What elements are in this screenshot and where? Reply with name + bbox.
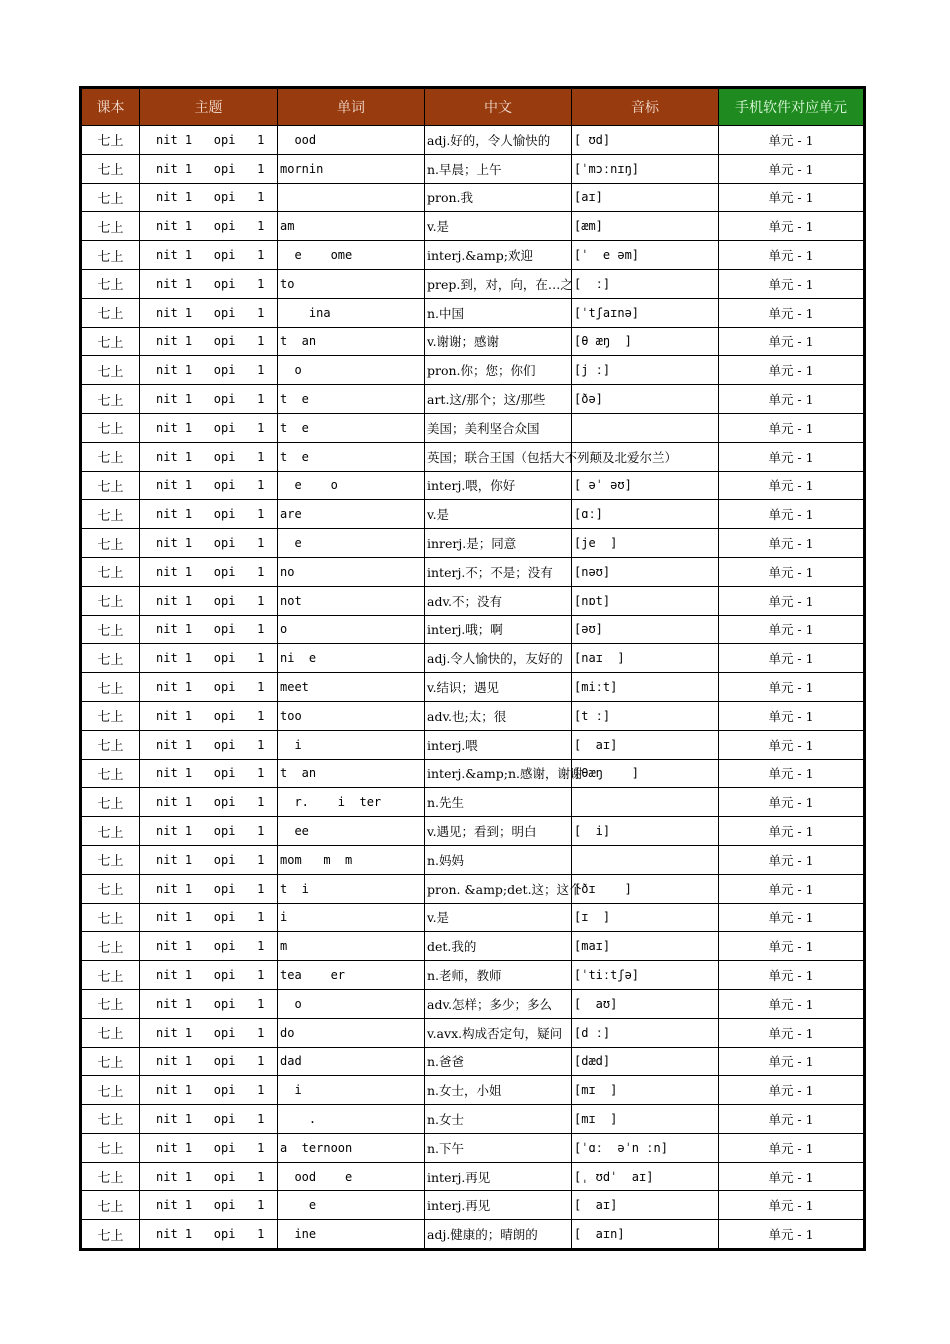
cell-chinese[interactable]: pron. &amp;det.这；这个 (425, 874, 572, 903)
table-row (81, 1105, 865, 1134)
cell-chinese[interactable]: adj.好的，令人愉快的 (425, 126, 572, 155)
header-chinese[interactable]: 中文 (425, 88, 572, 126)
cell-app-unit[interactable]: 单元 - 1 (719, 557, 865, 586)
cell-word[interactable] (278, 183, 425, 212)
cell-book[interactable]: 七上 (81, 1105, 140, 1134)
cell-book[interactable]: 七上 (81, 356, 140, 385)
table-row (81, 1133, 865, 1162)
table-row (81, 874, 865, 903)
cell-topic[interactable]: nit 1 opi 1 (140, 356, 278, 385)
table-row (81, 385, 865, 414)
cell-topic[interactable]: nit 1 opi 1 (140, 529, 278, 558)
cell-chinese[interactable]: interj.再见 (425, 1162, 572, 1191)
cell-app-unit[interactable]: 单元 - 1 (719, 673, 865, 702)
cell-word[interactable]: o (278, 615, 425, 644)
cell-chinese[interactable]: det.我的 (425, 932, 572, 961)
cell-chinese[interactable]: v.avx.构成否定句，疑问 (425, 1018, 572, 1047)
cell-topic[interactable]: nit 1 opi 1 (140, 1191, 278, 1220)
cell-chinese[interactable]: n.爸爸 (425, 1047, 572, 1076)
cell-phonetic[interactable]: [ aʊ] (572, 989, 719, 1018)
cell-app-unit[interactable]: 单元 - 1 (719, 126, 865, 155)
cell-word[interactable]: e (278, 1191, 425, 1220)
cell-phonetic[interactable]: [ˈmɔːnɪŋ] (572, 154, 719, 183)
cell-topic[interactable]: nit 1 opi 1 (140, 1133, 278, 1162)
cell-phonetic[interactable]: [θ æŋ ] (572, 327, 719, 356)
table-row (81, 615, 865, 644)
cell-chinese[interactable]: 英国；联合王国（包括大不列颠及北爱尔兰） (425, 442, 572, 471)
cell-book[interactable]: 七上 (81, 241, 140, 270)
table-row (81, 845, 865, 874)
cell-phonetic[interactable]: [ ː] (572, 269, 719, 298)
cell-book[interactable]: 七上 (81, 126, 140, 155)
cell-phonetic[interactable]: [ əˈ əʊ] (572, 471, 719, 500)
cell-word[interactable]: mom m m (278, 845, 425, 874)
cell-app-unit[interactable]: 单元 - 1 (719, 212, 865, 241)
cell-chinese[interactable]: adv.不；没有 (425, 586, 572, 615)
cell-book[interactable]: 七上 (81, 932, 140, 961)
cell-book[interactable]: 七上 (81, 1133, 140, 1162)
cell-chinese[interactable]: interj.&amp;n.感谢，谢谢 (425, 759, 572, 788)
cell-word[interactable]: . (278, 1105, 425, 1134)
cell-phonetic[interactable]: [ˈtiːtʃə] (572, 961, 719, 990)
cell-app-unit[interactable]: 单元 - 1 (719, 183, 865, 212)
cell-topic[interactable]: nit 1 opi 1 (140, 442, 278, 471)
cell-chinese[interactable]: adv.也;太；很 (425, 701, 572, 730)
cell-topic[interactable]: nit 1 opi 1 (140, 673, 278, 702)
cell-phonetic[interactable]: [ðə] (572, 385, 719, 414)
cell-phonetic[interactable]: [ðɪ ] (572, 874, 719, 903)
cell-chinese[interactable]: n.中国 (425, 298, 572, 327)
cell-topic[interactable]: nit 1 opi 1 (140, 989, 278, 1018)
cell-phonetic[interactable]: [dæd] (572, 1047, 719, 1076)
cell-phonetic[interactable]: [t ː] (572, 701, 719, 730)
cell-word[interactable]: not (278, 586, 425, 615)
table-row (81, 557, 865, 586)
cell-phonetic[interactable]: [aɪ] (572, 183, 719, 212)
cell-word[interactable]: t an (278, 759, 425, 788)
cell-topic[interactable]: nit 1 opi 1 (140, 874, 278, 903)
cell-chinese[interactable]: adj.健康的；晴朗的 (425, 1220, 572, 1250)
table-row (81, 529, 865, 558)
cell-topic[interactable]: nit 1 opi 1 (140, 701, 278, 730)
cell-app-unit[interactable]: 单元 - 1 (719, 1191, 865, 1220)
table-row (81, 1018, 865, 1047)
cell-topic[interactable]: nit 1 opi 1 (140, 212, 278, 241)
cell-word[interactable]: ood (278, 126, 425, 155)
cell-phonetic[interactable]: [j ː] (572, 356, 719, 385)
header-book[interactable]: 课本 (81, 88, 140, 126)
table-row (81, 126, 865, 155)
table-row (81, 932, 865, 961)
cell-word[interactable]: dad (278, 1047, 425, 1076)
table-row (81, 1191, 865, 1220)
cell-book[interactable]: 七上 (81, 673, 140, 702)
cell-app-unit[interactable]: 单元 - 1 (719, 788, 865, 817)
cell-phonetic[interactable]: [æm] (572, 212, 719, 241)
cell-chinese[interactable]: n.女士，小姐 (425, 1076, 572, 1105)
cell-topic[interactable]: nit 1 opi 1 (140, 615, 278, 644)
cell-book[interactable]: 七上 (81, 471, 140, 500)
cell-chinese[interactable]: interj.哦；啊 (425, 615, 572, 644)
cell-app-unit[interactable]: 单元 - 1 (719, 269, 865, 298)
cell-topic[interactable]: nit 1 opi 1 (140, 1105, 278, 1134)
cell-topic[interactable]: nit 1 opi 1 (140, 183, 278, 212)
cell-chinese[interactable]: 美国；美利坚合众国 (425, 413, 572, 442)
cell-topic[interactable]: nit 1 opi 1 (140, 269, 278, 298)
table-row (81, 269, 865, 298)
cell-book[interactable]: 七上 (81, 1047, 140, 1076)
cell-app-unit[interactable]: 单元 - 1 (719, 241, 865, 270)
cell-chinese[interactable]: adv.怎样；多少；多么 (425, 989, 572, 1018)
cell-chinese[interactable]: n.早晨；上午 (425, 154, 572, 183)
cell-book[interactable]: 七上 (81, 529, 140, 558)
cell-chinese[interactable]: interj.喂，你好 (425, 471, 572, 500)
cell-phonetic[interactable]: [əʊ] (572, 615, 719, 644)
cell-book[interactable]: 七上 (81, 298, 140, 327)
cell-topic[interactable]: nit 1 opi 1 (140, 557, 278, 586)
cell-phonetic[interactable]: [d ː] (572, 1018, 719, 1047)
cell-app-unit[interactable]: 单元 - 1 (719, 961, 865, 990)
cell-phonetic[interactable]: [naɪ ] (572, 644, 719, 673)
cell-word[interactable]: meet (278, 673, 425, 702)
cell-app-unit[interactable]: 单元 - 1 (719, 1047, 865, 1076)
table-row (81, 989, 865, 1018)
cell-book[interactable]: 七上 (81, 1162, 140, 1191)
cell-phonetic[interactable]: [ɑː] (572, 500, 719, 529)
cell-phonetic[interactable]: [ aɪn] (572, 1220, 719, 1250)
table-row (81, 586, 865, 615)
cell-topic[interactable]: nit 1 opi 1 (140, 1220, 278, 1250)
table-row (81, 701, 865, 730)
cell-phonetic[interactable]: [ aɪ] (572, 730, 719, 759)
cell-topic[interactable]: nit 1 opi 1 (140, 298, 278, 327)
cell-chinese[interactable]: n.女士 (425, 1105, 572, 1134)
cell-chinese[interactable]: n.老师，教师 (425, 961, 572, 990)
table-row (81, 673, 865, 702)
cell-chinese[interactable]: n.下午 (425, 1133, 572, 1162)
cell-topic[interactable]: nit 1 opi 1 (140, 413, 278, 442)
table-row (81, 241, 865, 270)
cell-book[interactable]: 七上 (81, 586, 140, 615)
cell-chinese[interactable]: pron.你；您；你们 (425, 356, 572, 385)
cell-book[interactable]: 七上 (81, 730, 140, 759)
cell-app-unit[interactable]: 单元 - 1 (719, 1133, 865, 1162)
cell-app-unit[interactable]: 单元 - 1 (719, 385, 865, 414)
cell-app-unit[interactable]: 单元 - 1 (719, 500, 865, 529)
cell-word[interactable]: t e (278, 442, 425, 471)
cell-word[interactable]: t an (278, 327, 425, 356)
table-row (81, 730, 865, 759)
cell-word[interactable]: i (278, 730, 425, 759)
cell-app-unit[interactable]: 单元 - 1 (719, 730, 865, 759)
cell-app-unit[interactable]: 单元 - 1 (719, 644, 865, 673)
cell-book[interactable]: 七上 (81, 413, 140, 442)
cell-chinese[interactable]: v.结识；遇见 (425, 673, 572, 702)
cell-chinese[interactable]: prep.到，对，向，在…之 (425, 269, 572, 298)
cell-app-unit[interactable]: 单元 - 1 (719, 817, 865, 846)
cell-word[interactable]: do (278, 1018, 425, 1047)
cell-app-unit[interactable]: 单元 - 1 (719, 759, 865, 788)
cell-word[interactable]: r. i ter (278, 788, 425, 817)
cell-word[interactable]: too (278, 701, 425, 730)
cell-phonetic[interactable]: [miːt] (572, 673, 719, 702)
cell-phonetic[interactable]: [ˈ e əm] (572, 241, 719, 270)
cell-chinese[interactable]: n.先生 (425, 788, 572, 817)
table-row (81, 788, 865, 817)
cell-book[interactable]: 七上 (81, 269, 140, 298)
header-word[interactable]: 单词 (278, 88, 425, 126)
cell-book[interactable]: 七上 (81, 759, 140, 788)
table-row (81, 759, 865, 788)
cell-word[interactable]: t e (278, 385, 425, 414)
header-row (81, 88, 865, 126)
cell-topic[interactable]: nit 1 opi 1 (140, 903, 278, 932)
cell-topic[interactable]: nit 1 opi 1 (140, 500, 278, 529)
cell-topic[interactable]: nit 1 opi 1 (140, 644, 278, 673)
cell-topic[interactable]: nit 1 opi 1 (140, 759, 278, 788)
table-row (81, 356, 865, 385)
cell-topic[interactable]: nit 1 opi 1 (140, 817, 278, 846)
table-row (81, 413, 865, 442)
cell-chinese[interactable]: v.谢谢；感谢 (425, 327, 572, 356)
cell-topic[interactable]: nit 1 opi 1 (140, 845, 278, 874)
cell-app-unit[interactable]: 单元 - 1 (719, 989, 865, 1018)
cell-word[interactable]: ee (278, 817, 425, 846)
cell-book[interactable]: 七上 (81, 385, 140, 414)
cell-topic[interactable]: nit 1 opi 1 (140, 788, 278, 817)
cell-word[interactable]: tea er (278, 961, 425, 990)
cell-phonetic[interactable]: [je ] (572, 529, 719, 558)
cell-phonetic[interactable]: [mɪ ] (572, 1105, 719, 1134)
cell-app-unit[interactable]: 单元 - 1 (719, 1162, 865, 1191)
cell-app-unit[interactable]: 单元 - 1 (719, 356, 865, 385)
cell-topic[interactable]: nit 1 opi 1 (140, 385, 278, 414)
cell-app-unit[interactable]: 单元 - 1 (719, 1105, 865, 1134)
cell-word[interactable]: i (278, 1076, 425, 1105)
cell-phonetic[interactable]: [ɪ ] (572, 903, 719, 932)
cell-chinese[interactable]: interj.&amp;欢迎 (425, 241, 572, 270)
cell-chinese[interactable]: interj.喂 (425, 730, 572, 759)
cell-phonetic[interactable]: [ˈɑː əˈn ːn] (572, 1133, 719, 1162)
table-row (81, 961, 865, 990)
table-row (81, 471, 865, 500)
cell-phonetic[interactable]: [ i] (572, 817, 719, 846)
cell-app-unit[interactable]: 单元 - 1 (719, 327, 865, 356)
cell-word[interactable]: e (278, 529, 425, 558)
cell-word[interactable]: i (278, 903, 425, 932)
cell-chinese[interactable]: v.遇见；看到；明白 (425, 817, 572, 846)
cell-phonetic[interactable]: [θæŋ ] (572, 759, 719, 788)
cell-app-unit[interactable]: 单元 - 1 (719, 1018, 865, 1047)
cell-topic[interactable]: nit 1 opi 1 (140, 154, 278, 183)
cell-book[interactable]: 七上 (81, 701, 140, 730)
table-row (81, 644, 865, 673)
cell-word[interactable]: m (278, 932, 425, 961)
table-row (81, 500, 865, 529)
cell-phonetic[interactable]: [nəʊ] (572, 557, 719, 586)
cell-phonetic[interactable] (572, 788, 719, 817)
cell-app-unit[interactable]: 单元 - 1 (719, 529, 865, 558)
cell-book[interactable]: 七上 (81, 989, 140, 1018)
cell-book[interactable]: 七上 (81, 961, 140, 990)
cell-word[interactable]: no (278, 557, 425, 586)
cell-app-unit[interactable]: 单元 - 1 (719, 701, 865, 730)
cell-book[interactable]: 七上 (81, 1076, 140, 1105)
cell-phonetic[interactable]: [ˌ ʊdˈ aɪ] (572, 1162, 719, 1191)
cell-word[interactable]: a ternoon (278, 1133, 425, 1162)
cell-word[interactable]: to (278, 269, 425, 298)
cell-word[interactable]: ine (278, 1220, 425, 1250)
cell-topic[interactable]: nit 1 opi 1 (140, 1047, 278, 1076)
cell-app-unit[interactable]: 单元 - 1 (719, 932, 865, 961)
cell-book[interactable]: 七上 (81, 615, 140, 644)
cell-phonetic[interactable] (572, 845, 719, 874)
table-row (81, 154, 865, 183)
cell-word[interactable]: ina (278, 298, 425, 327)
cell-app-unit[interactable]: 单元 - 1 (719, 154, 865, 183)
cell-topic[interactable]: nit 1 opi 1 (140, 241, 278, 270)
cell-chinese[interactable]: interj.不；不是；没有 (425, 557, 572, 586)
cell-book[interactable]: 七上 (81, 1220, 140, 1250)
cell-book[interactable]: 七上 (81, 874, 140, 903)
cell-app-unit[interactable]: 单元 - 1 (719, 903, 865, 932)
cell-word[interactable]: mornin (278, 154, 425, 183)
cell-book[interactable]: 七上 (81, 500, 140, 529)
cell-word[interactable]: am (278, 212, 425, 241)
cell-chinese[interactable]: v.是 (425, 212, 572, 241)
cell-book[interactable]: 七上 (81, 1018, 140, 1047)
cell-app-unit[interactable]: 单元 - 1 (719, 471, 865, 500)
cell-book[interactable]: 七上 (81, 788, 140, 817)
header-topic[interactable]: 主题 (140, 88, 278, 126)
cell-book[interactable]: 七上 (81, 903, 140, 932)
cell-chinese[interactable]: n.妈妈 (425, 845, 572, 874)
cell-chinese[interactable]: v.是 (425, 500, 572, 529)
cell-app-unit[interactable]: 单元 - 1 (719, 586, 865, 615)
table-row (81, 1162, 865, 1191)
table-row (81, 183, 865, 212)
cell-topic[interactable]: nit 1 opi 1 (140, 961, 278, 990)
cell-chinese[interactable]: adj.令人愉快的，友好的 (425, 644, 572, 673)
cell-chinese[interactable]: interj.再见 (425, 1191, 572, 1220)
cell-book[interactable]: 七上 (81, 212, 140, 241)
cell-app-unit[interactable]: 单元 - 1 (719, 298, 865, 327)
cell-phonetic[interactable] (572, 413, 719, 442)
cell-book[interactable]: 七上 (81, 644, 140, 673)
table-row (81, 903, 865, 932)
header-phonetic[interactable]: 音标 (572, 88, 719, 126)
cell-word[interactable]: e o (278, 471, 425, 500)
cell-book[interactable]: 七上 (81, 183, 140, 212)
cell-word[interactable]: o (278, 989, 425, 1018)
table-body (81, 126, 865, 1250)
header-app-unit[interactable]: 手机软件对应单元 (719, 88, 865, 126)
cell-app-unit[interactable]: 单元 - 1 (719, 442, 865, 471)
cell-app-unit[interactable]: 单元 - 1 (719, 1220, 865, 1250)
cell-topic[interactable]: nit 1 opi 1 (140, 126, 278, 155)
cell-topic[interactable]: nit 1 opi 1 (140, 1076, 278, 1105)
cell-word[interactable]: o (278, 356, 425, 385)
cell-topic[interactable]: nit 1 opi 1 (140, 730, 278, 759)
table-row (81, 298, 865, 327)
cell-book[interactable]: 七上 (81, 1191, 140, 1220)
table-row (81, 212, 865, 241)
cell-word[interactable]: ood e (278, 1162, 425, 1191)
cell-book[interactable]: 七上 (81, 845, 140, 874)
cell-word[interactable]: t i (278, 874, 425, 903)
cell-topic[interactable]: nit 1 opi 1 (140, 1162, 278, 1191)
cell-word[interactable]: ni e (278, 644, 425, 673)
cell-topic[interactable]: nit 1 opi 1 (140, 471, 278, 500)
table-row (81, 1047, 865, 1076)
table-row (81, 1076, 865, 1105)
cell-app-unit[interactable]: 单元 - 1 (719, 845, 865, 874)
cell-topic[interactable]: nit 1 opi 1 (140, 586, 278, 615)
cell-topic[interactable]: nit 1 opi 1 (140, 932, 278, 961)
cell-app-unit[interactable]: 单元 - 1 (719, 874, 865, 903)
cell-phonetic[interactable]: [nɒt] (572, 586, 719, 615)
cell-phonetic[interactable]: [mɪ ] (572, 1076, 719, 1105)
table-row (81, 817, 865, 846)
cell-book[interactable]: 七上 (81, 327, 140, 356)
table-header (81, 88, 865, 126)
cell-topic[interactable]: nit 1 opi 1 (140, 327, 278, 356)
cell-chinese[interactable]: v.是 (425, 903, 572, 932)
table-row (81, 327, 865, 356)
table-row (81, 1220, 865, 1250)
cell-app-unit[interactable]: 单元 - 1 (719, 413, 865, 442)
cell-chinese[interactable]: pron.我 (425, 183, 572, 212)
cell-book[interactable]: 七上 (81, 557, 140, 586)
cell-phonetic[interactable]: [ ʊd] (572, 126, 719, 155)
cell-phonetic[interactable]: [ aɪ] (572, 1191, 719, 1220)
vocabulary-table (79, 86, 866, 1251)
cell-word[interactable]: t e (278, 413, 425, 442)
cell-chinese[interactable]: art.这/那个；这/那些 (425, 385, 572, 414)
cell-topic[interactable]: nit 1 opi 1 (140, 1018, 278, 1047)
cell-book[interactable]: 七上 (81, 442, 140, 471)
cell-phonetic[interactable]: [maɪ] (572, 932, 719, 961)
cell-word[interactable]: e ome (278, 241, 425, 270)
cell-word[interactable]: are (278, 500, 425, 529)
cell-app-unit[interactable]: 单元 - 1 (719, 1076, 865, 1105)
cell-book[interactable]: 七上 (81, 817, 140, 846)
cell-book[interactable]: 七上 (81, 154, 140, 183)
cell-app-unit[interactable]: 单元 - 1 (719, 615, 865, 644)
cell-phonetic[interactable]: [ˈtʃaɪnə] (572, 298, 719, 327)
cell-chinese[interactable]: inrerj.是；同意 (425, 529, 572, 558)
table-row (81, 442, 865, 471)
